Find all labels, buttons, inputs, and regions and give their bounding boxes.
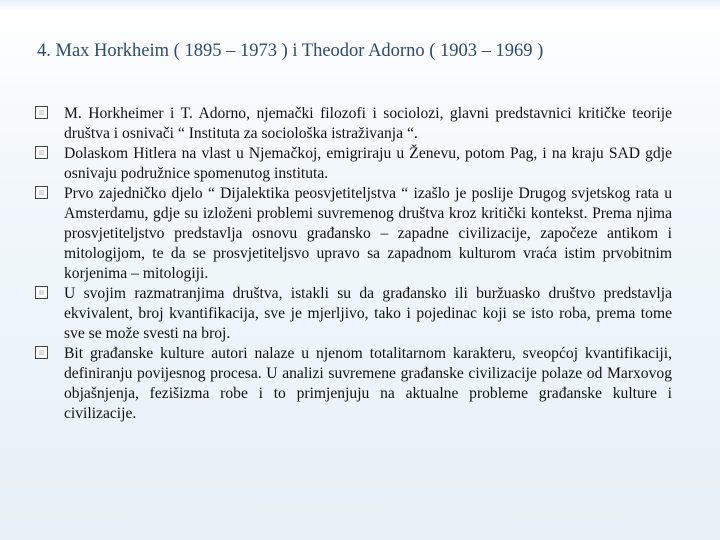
bullet-text: Dolaskom Hitlera na vlast u Njemačkoj, emigriraju u Ženevu, potom Pag, i na kraju SAD gdje osnivaju podružnice spomenutog instituta. [64,145,672,182]
bullet-item [34,184,672,284]
square-bullet-icon [35,146,48,159]
bullet-item [34,144,672,184]
bullet-text: U svojim razmatranjima društva, istakli su da građansko ili buržuasko društvo predstavlja ekvivalent, broj kvantifikacija, sve je mjerljivo, tako i pojedinac koji se isto roba, prema tome sve se može svesti na broj. [64,285,672,342]
bullet-list [34,104,672,424]
bullet-text: Prvo zajedničko djelo “ Dijalektika peosvjetiteljstva “ izašlo je poslije Drugog svjetskog rata u Amsterdamu, gdje su izloženi problemi suvremenog društva kroz kritički kontekst. Prema njima prosvjetiteljstvo predstavlja osnovu građansko – zapadne civilizacije, započeze antikom i mitologijom, te da se prosvjetiteljsvo upravo sa zapadnom kulturom vraća istim prvobitnim korjenima – mitologiji. [64,185,672,282]
square-bullet-icon [35,186,48,199]
bullet-text: Bit građanske kulture autori nalaze u njenom totalitarnom karakteru, sveopćoj kvantifikaciji, definiranju povijesnog procesa. U analizi suvremene građanske civilizacije polaze od Marxovog objašnjenja, fezišizma robe i to primjenjuju na aktualne probleme građanske kulture i civilizacije. [64,345,672,422]
slide-title: 4. Max Horkheim ( 1895 – 1973 ) i Theodor Adorno ( 1903 – 1969 ) [37,41,544,61]
square-bullet-icon [35,106,48,119]
bullet-item [34,284,672,344]
bullet-text: M. Horkheimer i T. Adorno, njemački filozofi i sociolozi, glavni predstavnici kritičke teorije društva i osnivači “ Instituta za sociološka istraživanja “. [64,105,672,142]
top-decoration [0,0,720,10]
square-bullet-icon [35,286,48,299]
square-bullet-icon [35,346,48,359]
bullet-item [34,344,672,424]
bullet-item [34,104,672,144]
